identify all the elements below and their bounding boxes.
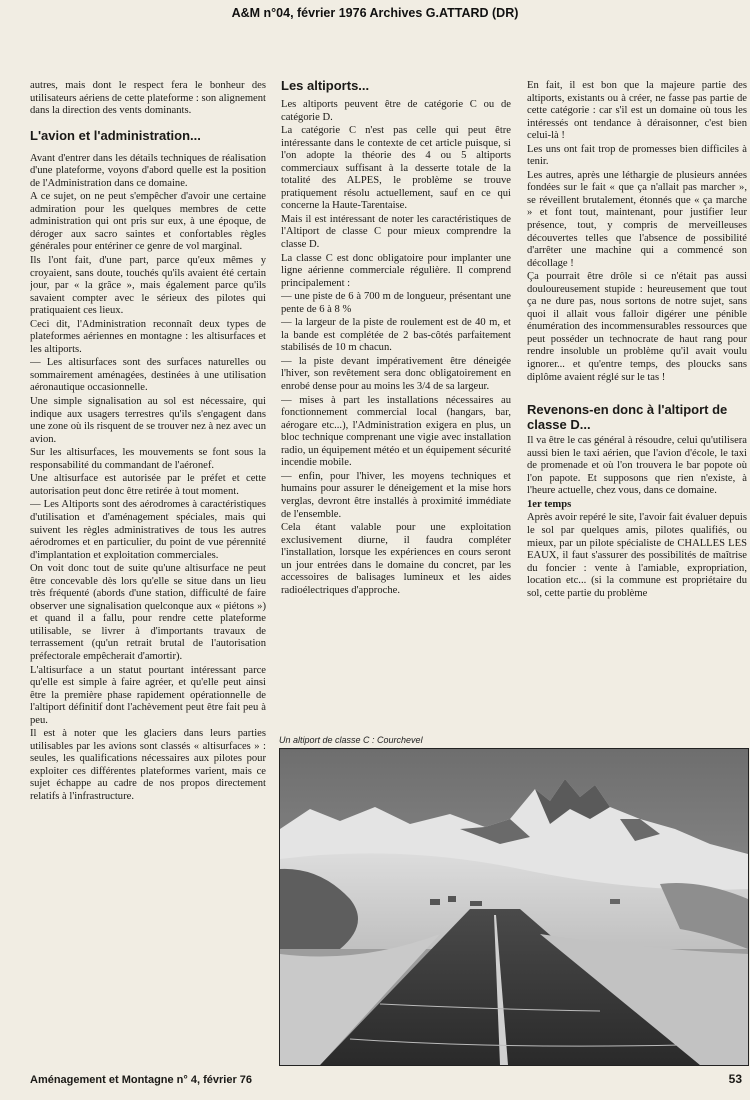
paragraph: Sur les altisurfaces, les mouvements se font sous la responsabilité du commandant de l'aéronef. — [30, 447, 266, 471]
page-number: 53 — [728, 1072, 742, 1086]
paragraph: La classe C est donc obligatoire pour implanter une ligne aérienne commerciale régulière. Il comprend principalement : — [281, 252, 511, 289]
paragraph: Ceci dit, l'Administration reconnaît deux types de plateformes aériennes en montagne : les altisurfaces et les altiports. — [30, 318, 266, 355]
archive-header: A&M n°04, février 1976 Archives G.ATTARD (DR) — [231, 6, 519, 20]
paragraph: En fait, il est bon que la majeure partie des altiports, existants ou à créer, ne fasse pas partie de cette catégorie : car s'il est un domaine où tous les intéressés ont tendance à déraisonner, c'est bien celui-là ! — [527, 80, 747, 142]
paragraph: Mais il est intéressant de noter les caractéristiques de l'Altiport de classe C pour mieux comprendre la classe D. — [281, 213, 511, 251]
paragraph: — Les Altiports sont des aérodromes à caractéristiques d'utilisation et d'aménagement spéciales, mais qui suivent les règles administratives de tous les autres aérodromes et en particulier, du point de vue pérennité d'implantation et exploitation commerciales. — [30, 499, 266, 561]
paragraph: — enfin, pour l'hiver, les moyens techniques et humains pour assurer le déneigement et la mise hors verglas, devront être installés à proximité immédiate de l'ensemble. — [281, 470, 511, 520]
column-3 — [527, 80, 747, 820]
paragraph: — mises à part les installations nécessaires au fonctionnement commercial local (hangars, bar, aérogare etc...), l'Administration exigera en plus, un bloc technique comprenant une vigie avec installation radio, un équipement météo et un équipement sécurité incendie mobile. — [281, 394, 511, 469]
paragraph: Les uns ont fait trop de promesses bien difficiles à tenir. — [527, 143, 747, 168]
paragraph: — Les altisurfaces sont des surfaces naturelles ou sommairement aménagées, destinées à une utilisation aéronautique occasionnelle. — [30, 357, 266, 394]
section-heading: L'avion et l'administration... — [30, 127, 201, 143]
section-heading: Revenons-en donc à l'altiport de classe D... — [527, 402, 728, 433]
paragraph: Ils l'ont fait, d'une part, parce qu'eux mêmes y croyaient, sans doute, touchés qu'ils avaient été certain jour, par « la grâce », mais également parce qu'ils savaient compter avec le sérieux des pilotes qui pratiquaient ces lieux. — [30, 255, 266, 317]
paragraph: La catégorie C n'est pas celle qui peut être intéressante dans le contexte de cet article puisque, si l'on adopte la théorie des 4 ou 5 altiports commerciaux suffisant à la desserte totale de la totalité des ALPES, le problème se trouve pratiquement résolu actuellement, sauf en ce qui concerne la Haute-Tarentaise. — [281, 125, 511, 212]
paragraph: Cela étant valable pour une exploitation exclusivement diurne, il faudra compléter l'installation, lorsque les expériences en cours seront un jour entrées dans le domaine du concret, par les accessoires de balisages lumineux et les aides radioélectriques d'approche. — [281, 522, 511, 596]
paragraph: Il est à noter que les glaciers dans leurs parties utilisables par les avions sont classés « altisurfaces » : seules, les qualifications nécessaires aux pilotes pour exploiter ces différentes plateformes varient, mais ce sujet échappe au cadre de nos propos directement relatifs à l'infrastructure. — [30, 728, 266, 802]
paragraph: Une altisurface est autorisée par le préfet et cette autorisation peut donc être retirée à tout moment. — [30, 473, 266, 497]
paragraph: Les autres, après une léthargie de plusieurs années fondées sur le fait « que ça n'allait pas marcher », se réveillent brutalement, étonnés que « ça marche » et font tout, maintenant, pour justifier leur présence, tout, y compris de merveilleuses découvertes telles que l'absence de possibilité d'arrêter une machine qui a commencé son décollage ! — [527, 169, 747, 269]
subheading: 1er temps — [527, 498, 572, 510]
photo-caption: Un altiport de classe C : Courchevel — [279, 735, 423, 745]
paragraph: L'altisurface a un statut pourtant intéressant parce qu'elle est simple à faire agréer, et qu'elle peut ainsi être la première phase rapidement opérationnelle de l'altiport définitif dont l'achèvement peut être fait peu à peu. — [30, 664, 266, 726]
photo-illustration — [280, 749, 748, 1065]
column-2 — [281, 78, 511, 728]
paragraph: A ce sujet, on ne peut s'empêcher d'avoir une certaine admiration pour les quelques membres de cette administration qui ont pris sur eux, à une époque, de déroger aux sacro saintes et confortables règles générales pour entériner ce genre de vol marginal. — [30, 191, 266, 253]
column-1 — [30, 80, 266, 1072]
publication-footer: Aménagement et Montagne n° 4, février 76 — [30, 1074, 253, 1086]
paragraph: — une piste de 6 à 700 m de longueur, présentant une pente de 6 à 8 % — [281, 291, 511, 315]
paragraph: Une simple signalisation au sol est nécessaire, qui indique aux usagers terrestres qu'ils s'engagent dans une zone où ils risquent de se trouver nez à nez avec un avion. — [30, 396, 266, 445]
paragraph: Avant d'entrer dans les détails techniques de réalisation d'une plateforme, voyons d'abord quelle est la position de l'Administration dans ce domaine. — [30, 152, 266, 189]
courchevel-photo — [279, 748, 749, 1066]
paragraph: — la largeur de la piste de roulement est de 40 m, et la bande est complétée de 2 bas-côtés parfaitement stabilisés de 10 m chacun. — [281, 317, 511, 354]
paragraph: Ça pourrait être drôle si ce n'était pas aussi douloureusement stupide : heureusement que tout ça ne dure pas, nous sortons de notre sujet, sans quoi il allait vous falloir digérer une pénible énumération des incommensurables ressources que peut posséder un technocrate de haut rang pour rendre insoluble un problème qu'il avait voulu ignorer... et qu'entre temps, des ploucks sans diplôme avaient réglé sur le tas ! — [527, 271, 747, 383]
paragraph: — la piste devant impérativement être déneigée l'hiver, son revêtement sera donc obligatoirement en enrobé dense pour au moins les 3/4 de sa largeur. — [281, 355, 511, 393]
paragraph: autres, mais dont le respect fera le bonheur des utilisateurs aériens de cette plateforme : son alignement dans la direction des vents dominants. — [30, 80, 266, 117]
paragraph: Il va être le cas général à résoudre, celui qu'utilisera aussi bien le taxi aérien, que l'avion d'école, le taxi de promenade et où l'on trouvera le bar popote où l'on papote. Et supposons que rien n'existe, à l'heure actuelle, chez vous, dans ce domaine. — [527, 435, 747, 497]
paragraph: Après avoir repéré le site, l'avoir fait évaluer depuis le sol par quelques amis, pilotes qualifiés, ou mieux, par un pilote spécialiste de CHALLES LES EAUX, il faut s'assurer des possibilités de maîtrise du foncier : vente à l'amiable, expropriation, location etc... (si la commune est propriétaire du sol, cette partie du problème — [527, 512, 747, 599]
paragraph: Les altiports peuvent être de catégorie C ou de catégorie D. — [281, 99, 511, 123]
paragraph: On voit donc tout de suite qu'une altisurface ne peut être concevable dès lors qu'elle se situe dans un lieu très fréquenté (abords d'une station, difficulté de faire observer une signalisation quelconque aux « piétons ») et quand il a fallu, pour rendre cette plateforme utilisable, se livrer à d'importants travaux de terrassement (qu'un retrait brutal de l'autorisation préfectorale empêcherait d'amortir). — [30, 563, 266, 662]
section-heading: Les altiports... — [281, 78, 370, 93]
